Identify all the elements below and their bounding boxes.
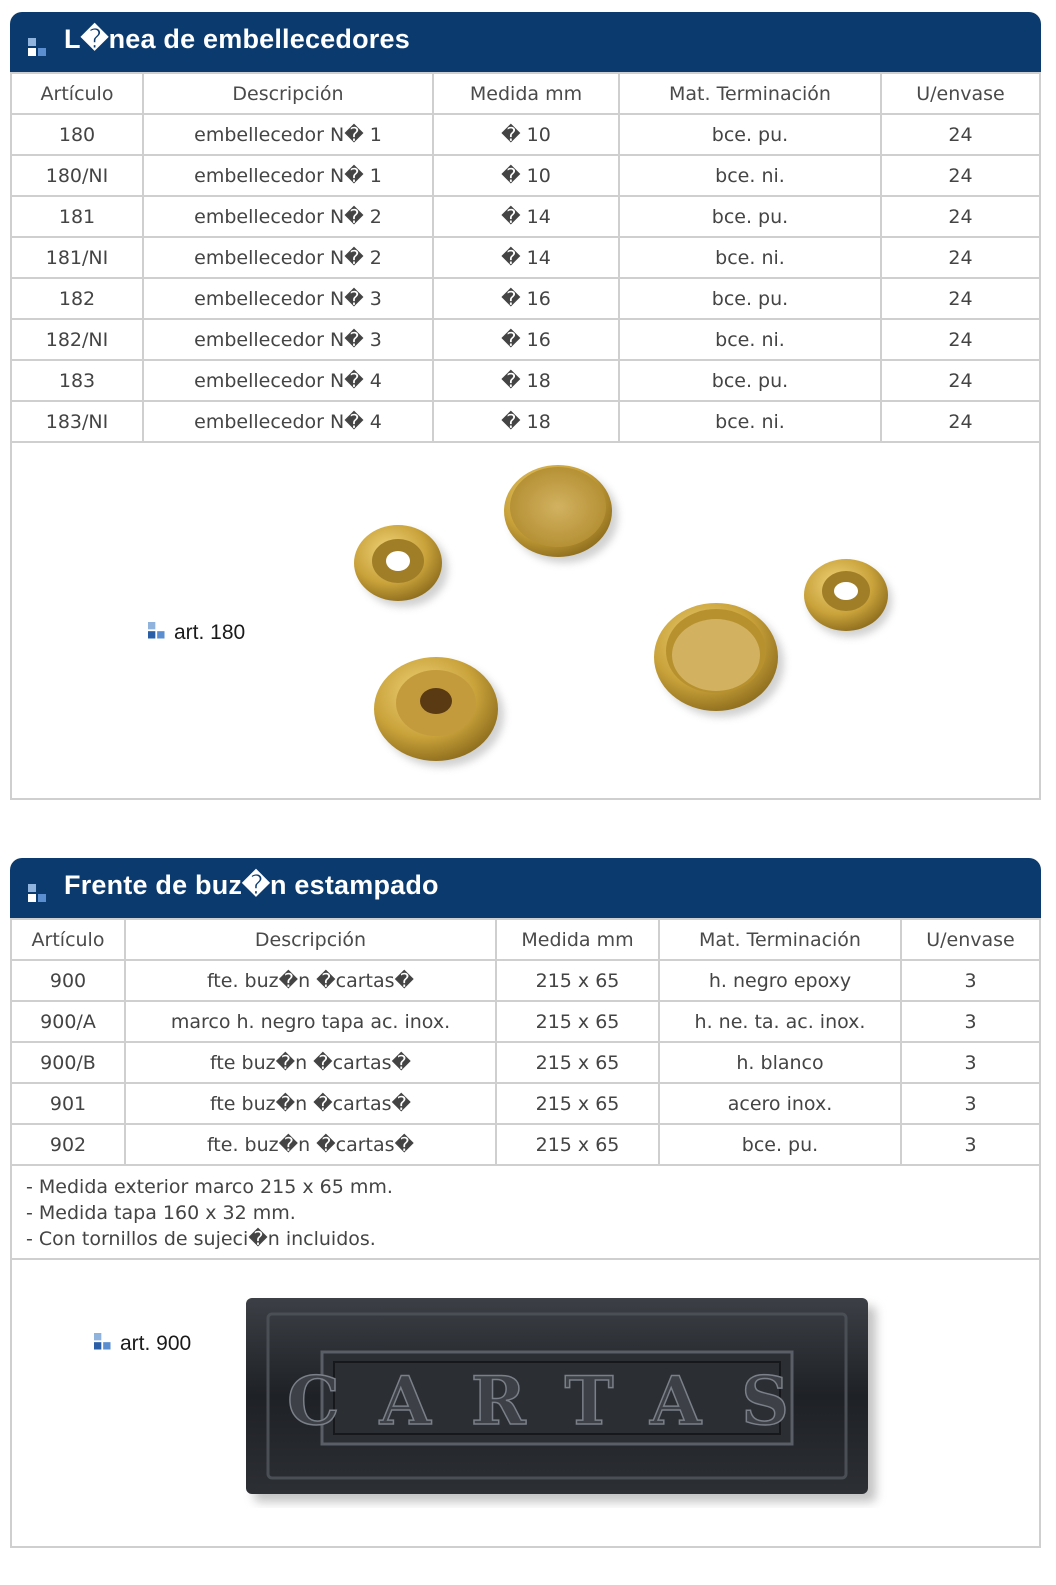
cell-descripcion: fte. buz�n �cartas� — [126, 1125, 497, 1166]
cell-terminacion: bce. pu. — [620, 361, 882, 402]
cell-articulo: 183/NI — [10, 402, 144, 443]
table-row — [10, 238, 1041, 279]
cell-terminacion: bce. ni. — [620, 156, 882, 197]
table-header-row — [10, 72, 1041, 115]
table-header-row — [10, 918, 1041, 961]
cell-articulo: 182/NI — [10, 320, 144, 361]
cell-medida: � 18 — [434, 402, 620, 443]
product-notes — [10, 1166, 1041, 1260]
note-line: - Medida tapa 160 x 32 mm. — [26, 1202, 296, 1224]
cell-medida: 215 x 65 — [497, 1043, 660, 1084]
panel-header — [10, 12, 1041, 72]
cell-terminacion: bce. pu. — [620, 279, 882, 320]
cell-medida: 215 x 65 — [497, 1084, 660, 1125]
cell-descripcion: fte buz�n �cartas� — [126, 1043, 497, 1084]
cell-envase: 3 — [902, 1002, 1041, 1043]
art-label — [148, 621, 245, 645]
cell-terminacion: acero inox. — [660, 1084, 902, 1125]
cell-descripcion: embellecedor N� 2 — [144, 238, 434, 279]
column-header: U/envase — [882, 72, 1041, 115]
column-header: Artículo — [10, 918, 126, 961]
column-header: Mat. Terminación — [660, 918, 902, 961]
logo-squares-icon — [94, 1333, 116, 1355]
cell-terminacion: bce. ni. — [620, 238, 882, 279]
table-row — [10, 961, 1041, 1002]
column-header: U/envase — [902, 918, 1041, 961]
cell-descripcion: embellecedor N� 1 — [144, 115, 434, 156]
cell-envase: 3 — [902, 1125, 1041, 1166]
products-table — [10, 918, 1041, 1166]
art-label — [94, 1332, 191, 1356]
table-row — [10, 1125, 1041, 1166]
cell-descripcion: embellecedor N� 3 — [144, 320, 434, 361]
table-row — [10, 156, 1041, 197]
cell-descripcion: embellecedor N� 3 — [144, 279, 434, 320]
note-line: - Medida exterior marco 215 x 65 mm. — [26, 1176, 393, 1198]
cell-envase: 24 — [882, 320, 1041, 361]
panel-header — [10, 858, 1041, 918]
letter-plate-photo — [238, 1290, 888, 1508]
table-row — [10, 1084, 1041, 1125]
cell-articulo: 902 — [10, 1125, 126, 1166]
cell-descripcion: marco h. negro tapa ac. inox. — [126, 1002, 497, 1043]
cell-medida: � 16 — [434, 279, 620, 320]
table-row — [10, 402, 1041, 443]
cell-envase: 24 — [882, 361, 1041, 402]
cell-terminacion: h. negro epoxy — [660, 961, 902, 1002]
note-line: - Con tornillos de sujeci�n incluidos. — [26, 1228, 376, 1250]
cell-descripcion: embellecedor N� 2 — [144, 197, 434, 238]
cell-terminacion: bce. ni. — [620, 320, 882, 361]
table-row — [10, 197, 1041, 238]
cell-medida: � 10 — [434, 156, 620, 197]
cell-envase: 24 — [882, 115, 1041, 156]
cell-terminacion: bce. ni. — [620, 402, 882, 443]
logo-squares-icon — [28, 884, 52, 908]
cell-articulo: 183 — [10, 361, 144, 402]
column-header: Mat. Terminación — [620, 72, 882, 115]
logo-squares-icon — [148, 622, 170, 644]
logo-squares-icon — [28, 38, 52, 62]
column-header: Medida mm — [434, 72, 620, 115]
embellecedores-panel — [10, 12, 1041, 822]
art-label-text: art. 900 — [120, 1332, 192, 1355]
cell-envase: 24 — [882, 238, 1041, 279]
cell-medida: 215 x 65 — [497, 961, 660, 1002]
plate-text: CARTAS — [287, 1362, 829, 1440]
products-table — [10, 72, 1041, 443]
column-header: Medida mm — [497, 918, 660, 961]
cell-envase: 24 — [882, 156, 1041, 197]
cell-terminacion: bce. pu. — [620, 197, 882, 238]
table-row — [10, 1002, 1041, 1043]
column-header: Descripción — [126, 918, 497, 961]
cell-envase: 3 — [902, 1043, 1041, 1084]
cell-descripcion: fte buz�n �cartas� — [126, 1084, 497, 1125]
cell-descripcion: embellecedor N� 4 — [144, 402, 434, 443]
cell-articulo: 900 — [10, 961, 126, 1002]
table-row — [10, 1043, 1041, 1084]
cell-terminacion: h. blanco — [660, 1043, 902, 1084]
cell-articulo: 900/A — [10, 1002, 126, 1043]
section-title: Frente de buz�n estampado — [64, 870, 439, 900]
cell-articulo: 180/NI — [10, 156, 144, 197]
cell-terminacion: h. ne. ta. ac. inox. — [660, 1002, 902, 1043]
cell-envase: 24 — [882, 402, 1041, 443]
table-row — [10, 361, 1041, 402]
cell-medida: 215 x 65 — [497, 1125, 660, 1166]
cell-medida: � 16 — [434, 320, 620, 361]
cell-articulo: 900/B — [10, 1043, 126, 1084]
cell-articulo: 182 — [10, 279, 144, 320]
cell-envase: 24 — [882, 197, 1041, 238]
cell-terminacion: bce. pu. — [660, 1125, 902, 1166]
table-row — [10, 115, 1041, 156]
cell-medida: � 14 — [434, 238, 620, 279]
cell-articulo: 901 — [10, 1084, 126, 1125]
product-image-box — [10, 443, 1041, 800]
cell-terminacion: bce. pu. — [620, 115, 882, 156]
cell-medida: � 14 — [434, 197, 620, 238]
cell-envase: 3 — [902, 961, 1041, 1002]
cell-envase: 24 — [882, 279, 1041, 320]
product-image-box — [10, 1260, 1041, 1548]
cell-articulo: 181 — [10, 197, 144, 238]
cell-articulo: 180 — [10, 115, 144, 156]
cell-descripcion: embellecedor N� 1 — [144, 156, 434, 197]
brass-fittings-photo — [332, 453, 912, 783]
cell-medida: 215 x 65 — [497, 1002, 660, 1043]
art-label-text: art. 180 — [174, 621, 246, 644]
column-header: Artículo — [10, 72, 144, 115]
buzon-panel — [10, 858, 1041, 1566]
section-title: L�nea de embellecedores — [64, 24, 410, 54]
column-header: Descripción — [144, 72, 434, 115]
cell-descripcion: fte. buz�n �cartas� — [126, 961, 497, 1002]
cell-envase: 3 — [902, 1084, 1041, 1125]
table-row — [10, 279, 1041, 320]
table-row — [10, 320, 1041, 361]
cell-articulo: 181/NI — [10, 238, 144, 279]
cell-medida: � 10 — [434, 115, 620, 156]
cell-medida: � 18 — [434, 361, 620, 402]
cell-descripcion: embellecedor N� 4 — [144, 361, 434, 402]
